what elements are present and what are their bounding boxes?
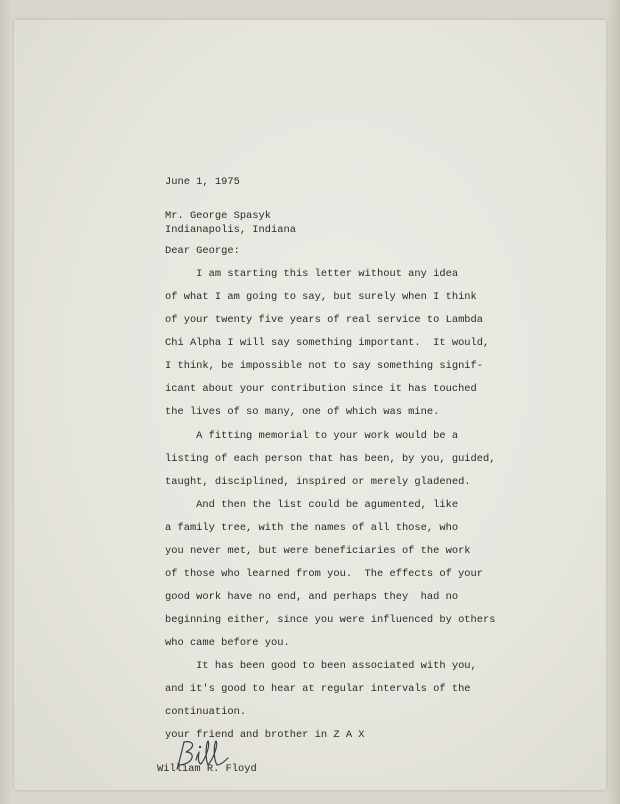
salutation: Dear George: [165,245,240,257]
handwritten-signature [174,738,238,772]
paragraph-line: It has been good to been associated with you, [165,660,477,672]
paragraph-line: of your twenty five years of real service to Lambda [165,314,484,326]
paragraph-line: the lives of so many, one of which was mine. [165,406,440,418]
paragraph-line: Chi Alpha I will say something important. It would, [165,337,490,349]
paragraph-line: listing of each person that has been, by you, guided, [165,453,496,465]
paragraph-line: I am starting this letter without any idea [165,268,459,280]
paragraph-line: A fitting memorial to your work would be a [165,430,459,442]
paragraph-line: taught, disciplined, inspired or merely gladened. [165,476,471,488]
recipient-location: Indianapolis, Indiana [165,224,296,236]
closing: your friend and brother in Z A X [165,729,365,741]
paragraph-line: beginning either, since you were influenced by others [165,614,496,626]
paragraph-line: of those who learned from you. The effects of your [165,568,484,580]
paragraph-line: good work have no end, and perhaps they had no [165,591,459,603]
paragraph-line: icant about your contribution since it has touched [165,383,477,395]
paragraph-line: of what I am going to say, but surely when I think [165,291,477,303]
recipient-name: Mr. George Spasyk [165,210,272,222]
paragraph-line: who came before you. [165,637,290,649]
paragraph-line: And then the list could be agumented, like [165,499,459,511]
letter-date: June 1, 1975 [165,176,240,188]
paragraph-line: and it's good to hear at regular intervals of the [165,683,471,695]
paragraph-line: a family tree, with the names of all those, who [165,522,459,534]
paragraph-line: you never met, but were beneficiaries of the work [165,545,471,557]
paragraph-line: I think, be impossible not to say something signif- [165,360,484,372]
scan-edge-right [606,0,620,804]
letter-paper [14,20,606,790]
paragraph-line: continuation. [165,706,247,718]
typed-name: William R. Floyd [157,763,257,775]
